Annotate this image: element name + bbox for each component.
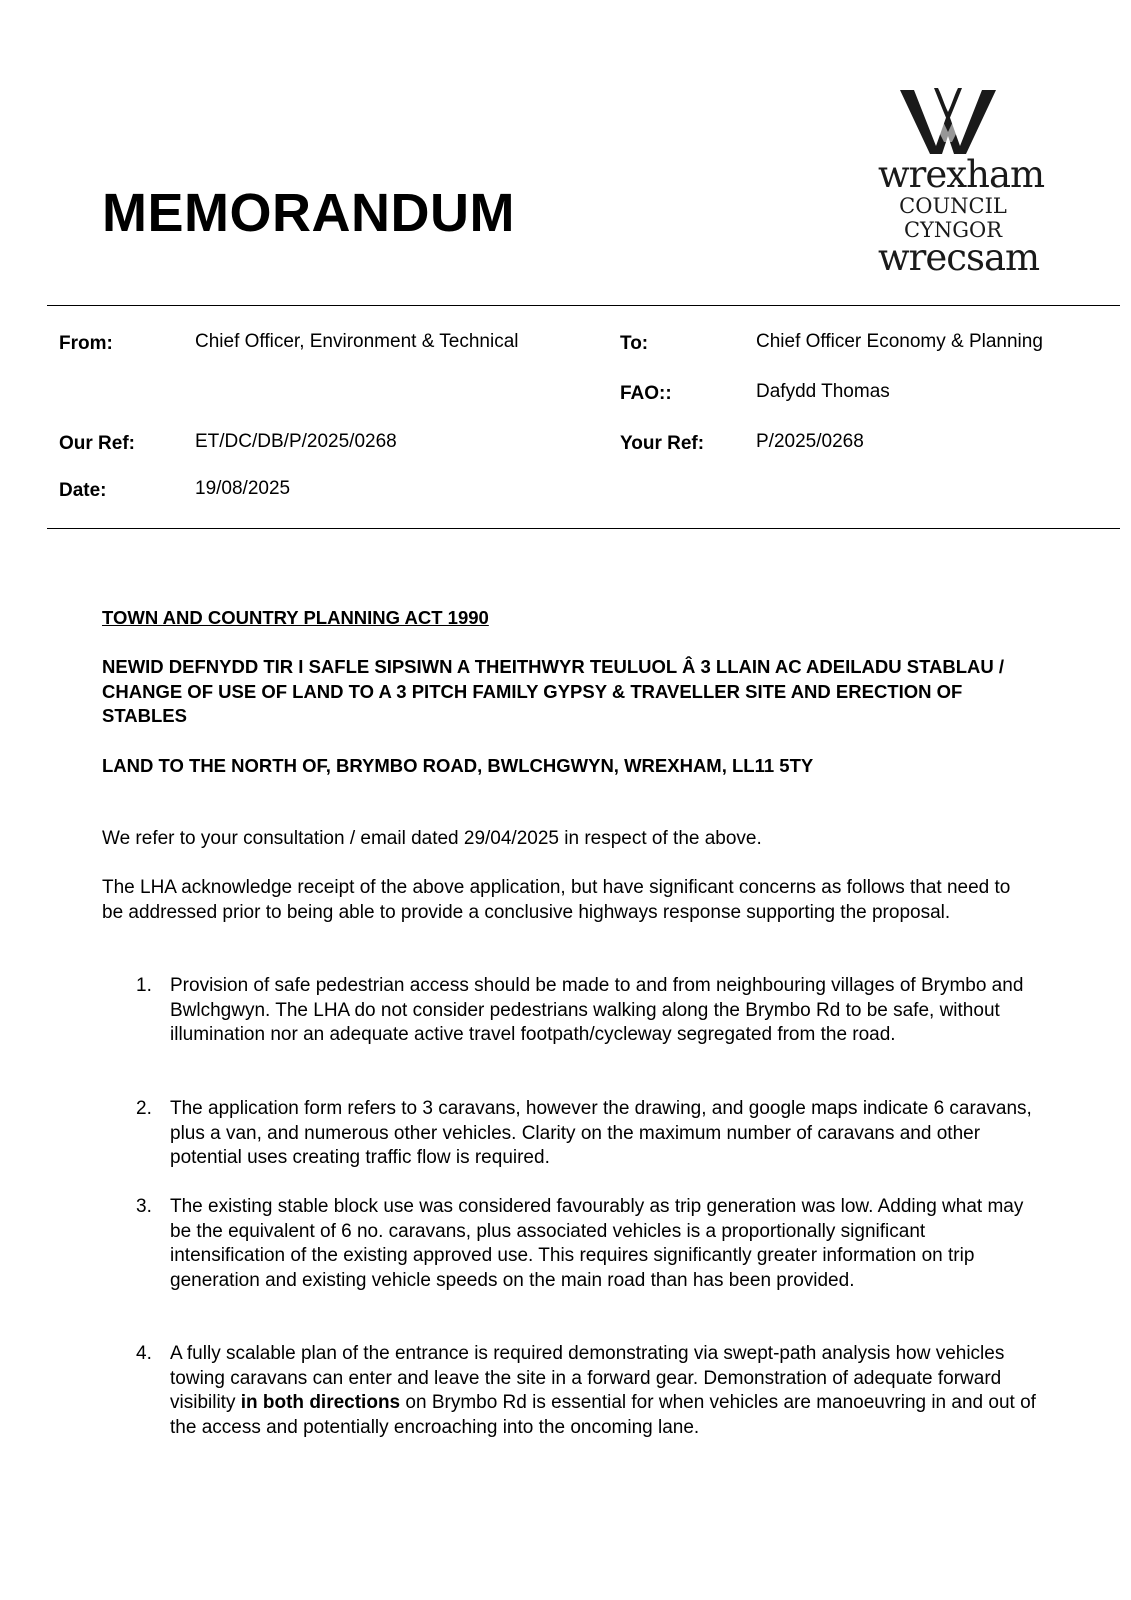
application-subject: NEWID DEFNYDD TIR I SAFLE SIPSIWN A THEITHWYR TEULUOL Â 3 LLAIN AC ADEILADU STABLAU / CHANGE OF USE OF LAND TO A 3 PITCH FAMILY GYPSY & TRAVELLER SITE AND ERECTION OF STABLES: [102, 656, 1005, 726]
site-location: LAND TO THE NORTH OF, BRYMBO ROAD, BWLCHGWYN, WREXHAM, LL11 5TY: [102, 755, 814, 776]
list-item: [136, 974, 1036, 1048]
logo-cyngor-text: CYNGOR: [903, 218, 1003, 242]
your-ref-value: P/2025/0268: [756, 431, 864, 452]
concerns-list-2: [136, 1097, 1036, 1171]
list-item-number: 2.: [136, 1098, 152, 1119]
point-4-text-end: on Brymbo Rd is essential for when vehicles are manoeuvring in and out of the access and potentially encroaching into the oncoming lane.: [170, 1392, 1036, 1438]
our-ref-value: ET/DC/DB/P/2025/0268: [195, 431, 397, 452]
from-label: From:: [59, 333, 113, 354]
list-item-number: 3.: [136, 1196, 152, 1217]
list-item: [136, 1342, 1036, 1440]
list-item-text: Provision of safe pedestrian access should be made to and from neighbouring villages of Brymbo and Bwlchgwyn. The LHA do not consider pedestrians walking along the Brymbo Rd to be safe, without illumination nor an adequate active travel footpath/cycleway segregated from the road.: [170, 975, 1024, 1045]
fao-label: FAO::: [620, 383, 672, 404]
act-heading: TOWN AND COUNTRY PLANNING ACT 1990: [102, 607, 489, 628]
intro-paragraph: We refer to your consultation / email dated 29/04/2025 in respect of the above.: [102, 828, 762, 849]
date-value: 19/08/2025: [195, 478, 291, 499]
concerns-paragraph: The LHA acknowledge receipt of the above application, but have significant concerns as follows that need to be addressed prior to being able to provide a conclusive highways response supporting the proposal.: [102, 877, 1011, 923]
list-item-text: The existing stable block use was considered favourably as trip generation was low. Adding what may be the equivalent of 6 no. caravans, plus associated vehicles is a proportionally significant intensification of the existing approved use. This requires significantly greater information on trip generation and existing vehicle speeds on the main road than has been provided.: [170, 1196, 1024, 1291]
logo-wrecsam-text: wrecsam: [878, 236, 1040, 279]
header-divider-bottom: [47, 528, 1120, 529]
fao-value: Dafydd Thomas: [756, 381, 890, 402]
list-item: [136, 1097, 1036, 1171]
from-value: Chief Officer, Environment & Technical: [195, 331, 519, 352]
list-item-number: 4.: [136, 1343, 152, 1364]
concerns-list: [136, 974, 1036, 1048]
council-logo: [878, 86, 1045, 279]
logo-council-text: COUNCIL: [899, 194, 1007, 218]
concerns-list-3: [136, 1195, 1036, 1293]
list-item-text: [170, 1342, 1036, 1440]
logo-wrexham-text: wrexham: [878, 153, 1045, 196]
to-label: To:: [620, 333, 649, 354]
point-4-text-start: A fully scalable plan of the entrance is required demonstrating via swept-path analysis how vehicles towing caravans can enter and leave the site in a forward gear. Demonstration of adequate forward visibility: [170, 1343, 1005, 1413]
list-item-number: 1.: [136, 975, 152, 996]
header-divider-top: [47, 305, 1120, 306]
to-value: Chief Officer Economy & Planning: [756, 331, 1043, 352]
our-ref-label: Our Ref:: [59, 433, 135, 454]
concerns-list-4: [136, 1342, 1036, 1440]
welsh-dragon-w-icon: [878, 86, 1028, 156]
point-4-emphasis: in both directions: [240, 1392, 401, 1413]
your-ref-label: Your Ref:: [620, 433, 705, 454]
date-label: Date:: [59, 480, 107, 501]
list-item: [136, 1195, 1036, 1293]
list-item-text: The application form refers to 3 caravans, however the drawing, and google maps indicate 6 caravans, plus a van, and numerous other vehicles. Clarity on the maximum number of caravans and other potential uses creating traffic flow is required.: [170, 1098, 1032, 1168]
memo-title: MEMORANDUM: [102, 183, 515, 243]
